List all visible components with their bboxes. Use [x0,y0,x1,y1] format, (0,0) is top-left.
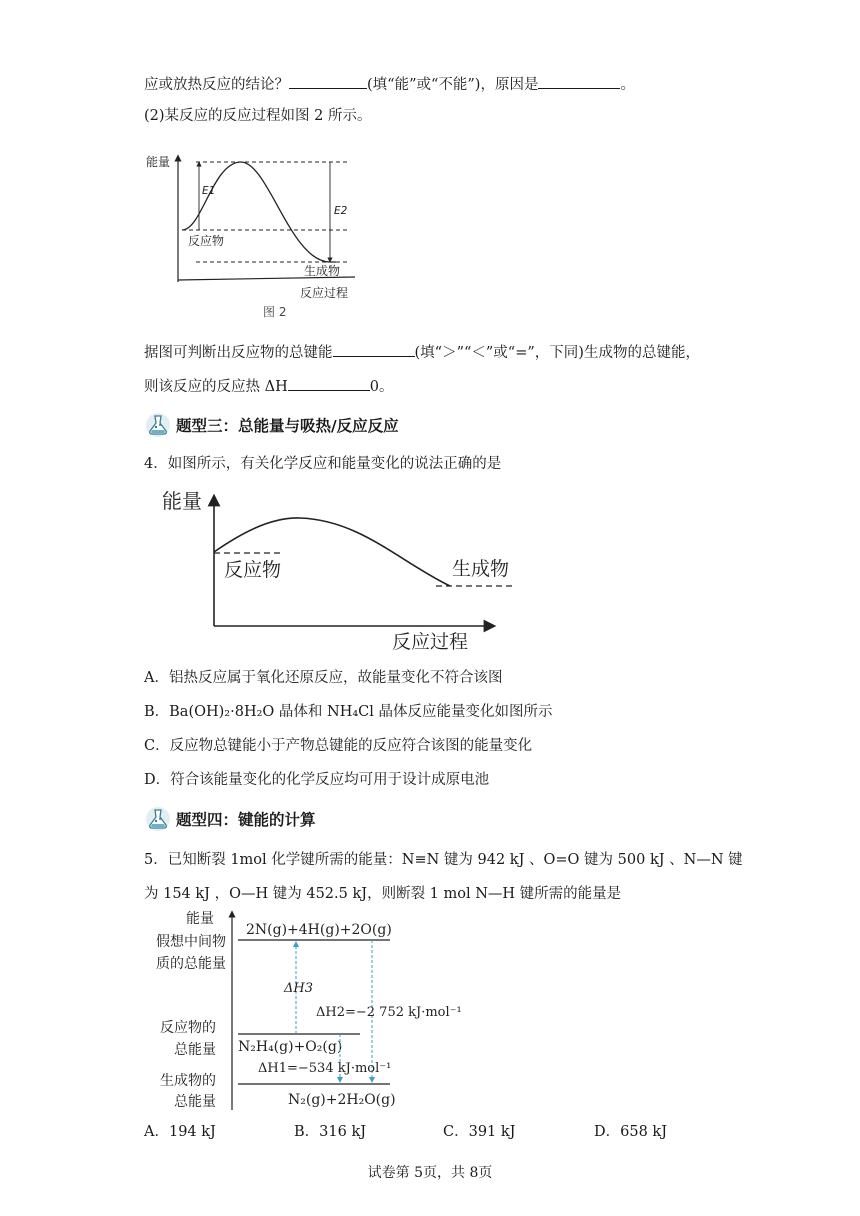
fig2-product: 生成物 [304,264,341,278]
q5-react-species: N₂H₄(g)+O₂(g) [238,1039,343,1055]
q4-option-c[interactable]: C．反应物总键能小于产物总键能的反应符合该图的能量变化 [144,738,533,754]
q4-x-label: 反应过程 [392,631,469,653]
q2-line1-suffix: (填“＞”“＜”或“=”，下同)生成物的总键能， [414,345,700,361]
q4-reactant: 反应物 [224,559,282,581]
q5-y-label: 能量 [186,911,214,927]
q5-prod-species: N₂(g)+2H₂O(g) [288,1092,396,1108]
section-3-heading [145,412,399,438]
q5-stem-2: 为 154 kJ ，O—H 键为 452.5 kJ，则断裂 1 mol N—H 键所需的能量是 [144,886,622,902]
q4-option-b[interactable]: B．Ba(OH)₂·8H₂O 晶体和 NH₄Cl 晶体反应能量变化如图所示 [144,704,553,720]
fig2-caption: 图 2 [263,305,287,319]
q2-blank-2[interactable] [288,376,370,391]
q4-y-label: 能量 [162,489,202,513]
q1-blank-2[interactable] [538,74,620,89]
q1-tail-end: 。 [620,77,635,93]
q1-blank-1[interactable] [289,74,367,89]
q5-mid-label-1: 假想中间物 [156,934,226,950]
q5-prod-label-1: 生成物的 [160,1073,216,1089]
q5-dh2-label: ΔH2=−2 752 kJ·mol⁻¹ [316,1005,462,1020]
q5-dh3-label: ΔH3 [284,981,313,996]
page-footer: 试卷第 5页，共 8页 [367,1165,493,1181]
flask-icon [145,806,171,832]
q4-option-a[interactable]: A．铝热反应属于氧化还原反应，故能量变化不符合该图 [144,670,503,686]
q1-tail-line [144,74,635,95]
q5-react-label-1: 反应物的 [160,1020,216,1036]
figure-2 [140,144,370,324]
q5-prod-label-2: 总能量 [174,1094,216,1110]
q4-product: 生成物 [452,558,510,580]
fig2-reactant: 反应物 [188,234,225,248]
q5-react-label-2: 总能量 [174,1042,216,1058]
q4-stem: 4．如图所示，有关化学反应和能量变化的说法正确的是 [144,456,502,472]
flask-icon [145,412,171,438]
q5-stem-1: 5．已知断裂 1mol 化学键所需的能量：N≡N 键为 942 kJ 、O=O 键为 500 kJ 、N—N 键 [144,852,743,868]
q5-option-d[interactable]: D．658 kJ [594,1124,668,1140]
q2-line1-prefix: 据图可判断出反应物的总键能 [144,345,333,361]
section-3-title: 题型三：总能量与吸热/反应反应 [176,417,399,435]
q5-mid-label-2: 质的总能量 [156,956,226,972]
q2-line-1 [144,342,700,363]
q5-dh1-label: ΔH1=−534 kJ·mol⁻¹ [258,1061,392,1076]
fig2-x-label: 反应过程 [300,286,349,300]
section-4-title: 题型四：键能的计算 [176,811,316,829]
q4-figure [160,484,510,656]
q1-tail-fill: (填“能”或“不能”)，原因是 [367,77,539,93]
q5-option-b[interactable]: B．316 kJ [294,1124,367,1140]
q5-mid-species: 2N(g)+4H(g)+2O(g) [246,922,392,938]
q1-tail-prefix: 应或放热反应的结论？ [144,77,289,93]
section-4-heading [145,806,316,832]
fig2-y-label: 能量 [146,155,171,169]
q2-intro: (2)某反应的反应过程如图 2 所示。 [144,108,372,124]
q5-figure [150,906,480,1112]
fig2-e1-label: E1 [202,185,216,197]
q2-line2-prefix: 则该反应的反应热 ΔH [144,379,288,395]
q5-option-c[interactable]: C．391 kJ [443,1124,516,1140]
fig2-e2-label: E2 [334,205,348,217]
q2-blank-1[interactable] [333,342,415,357]
q4-option-d[interactable]: D．符合该能量变化的化学反应均可用于设计成原电池 [144,772,490,788]
q2-line-2 [144,376,393,397]
q5-option-a[interactable]: A．194 kJ [144,1124,216,1140]
q2-line2-suffix: 0。 [369,379,394,395]
